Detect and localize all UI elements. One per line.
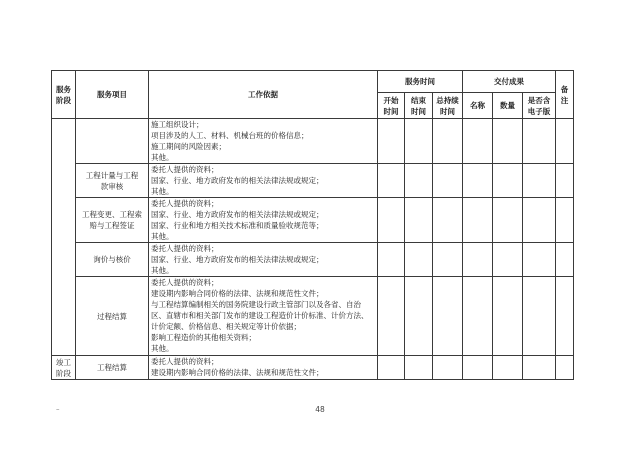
item-text: 工程变更、工程索赔与工程签证 (82, 210, 142, 230)
basis-cell (149, 243, 378, 277)
page-number: 48 (315, 405, 325, 414)
empty-cell (556, 243, 574, 277)
basis-line: 其他。 (151, 187, 174, 196)
empty-cell (523, 164, 556, 198)
basis-line: 其他。 (151, 266, 174, 275)
empty-cell (556, 356, 574, 380)
empty-cell (556, 198, 574, 243)
basis-line: 计价定额、价格信息、相关规定等计价依据； (151, 322, 301, 331)
empty-cell (378, 356, 405, 380)
basis-line: 委托人提供的资料； (151, 165, 219, 174)
empty-cell (405, 198, 433, 243)
basis-line: 施工期间的风险因素； (151, 142, 226, 151)
table-row (52, 356, 574, 380)
empty-cell (378, 164, 405, 198)
empty-cell (523, 277, 556, 356)
header-end-time-text: 结束时间 (411, 95, 426, 116)
item-cell: 过程结算 (76, 277, 149, 356)
basis-cell (149, 198, 378, 243)
empty-cell (463, 164, 493, 198)
basis-line: 国家、行业、地方政府发布的相关法律法规或规定； (151, 176, 324, 185)
empty-cell (463, 277, 493, 356)
empty-cell (378, 243, 405, 277)
item-cell (76, 198, 149, 243)
empty-cell (523, 198, 556, 243)
empty-cell (433, 119, 463, 164)
table-row (52, 243, 574, 277)
empty-cell (463, 243, 493, 277)
table-row (52, 164, 574, 198)
empty-cell (378, 277, 405, 356)
empty-cell (493, 119, 523, 164)
item-cell: 工程结算 (76, 356, 149, 380)
empty-cell (523, 119, 556, 164)
empty-cell (405, 164, 433, 198)
footer-dash: – (56, 405, 60, 413)
basis-line: 施工组织设计； (151, 120, 204, 129)
empty-cell (433, 277, 463, 356)
basis-cell (149, 356, 378, 380)
basis-line: 区、直辖市和相关部门发布的建设工程造价计价标准、计价方法、 (151, 311, 369, 320)
header-duration-text: 总持续时间 (436, 95, 459, 116)
empty-cell (463, 356, 493, 380)
basis-line: 建设期内影响合同价格的法律、法规和规范性文件； (151, 368, 324, 377)
basis-line: 委托人提供的资料； (151, 199, 219, 208)
basis-cell (149, 164, 378, 198)
header-service-time: 服务时间 (378, 71, 463, 93)
header-item: 服务项目 (76, 71, 149, 119)
empty-cell (523, 356, 556, 380)
basis-line: 委托人提供的资料； (151, 244, 219, 253)
empty-cell (523, 243, 556, 277)
header-stage-text: 服务阶段 (56, 84, 71, 105)
table-row (52, 119, 574, 164)
basis-line: 国家、行业、地方政府发布的相关法律法规或规定； (151, 210, 324, 219)
basis-cell (149, 277, 378, 356)
empty-cell (405, 277, 433, 356)
empty-cell (433, 243, 463, 277)
header-electronic (523, 93, 556, 119)
basis-line: 影响工程造价的其他相关资料； (151, 333, 256, 342)
empty-cell (493, 277, 523, 356)
empty-cell (405, 356, 433, 380)
header-remark-text: 备注 (560, 84, 569, 105)
basis-line: 国家、行业、地方政府发布的相关法律法规或规定； (151, 255, 324, 264)
stage-text: 竣工阶段 (56, 357, 71, 378)
header-deliverables: 交付成果 (463, 71, 556, 93)
basis-line: 其他。 (151, 153, 174, 162)
basis-line: 项目涉及的人工、材料、机械台班的价格信息； (151, 131, 309, 140)
empty-cell (378, 198, 405, 243)
table-row (52, 198, 574, 243)
item-text: 工程计量与工程款审核 (85, 170, 139, 191)
empty-cell (433, 356, 463, 380)
header-basis: 工作依据 (149, 71, 378, 119)
basis-line: 其他。 (151, 344, 174, 353)
item-cell (76, 164, 149, 198)
header-row-1 (52, 71, 574, 93)
empty-cell (493, 164, 523, 198)
header-name: 名称 (463, 93, 493, 119)
service-table (51, 70, 574, 380)
empty-cell (378, 119, 405, 164)
basis-line: 委托人提供的资料； (151, 278, 219, 287)
stage-cell-empty (52, 119, 76, 356)
empty-cell (493, 243, 523, 277)
empty-cell (433, 164, 463, 198)
empty-cell (463, 198, 493, 243)
basis-cell (149, 119, 378, 164)
header-remark (556, 71, 574, 119)
empty-cell (493, 356, 523, 380)
empty-cell (556, 277, 574, 356)
empty-cell (433, 198, 463, 243)
basis-line: 国家、行业和地方相关技术标准和质量验收规范等； (151, 221, 324, 230)
header-quantity: 数量 (493, 93, 523, 119)
empty-cell (405, 243, 433, 277)
item-cell: 询价与核价 (76, 243, 149, 277)
empty-cell (493, 198, 523, 243)
empty-cell (405, 119, 433, 164)
header-stage (52, 71, 76, 119)
header-end-time (405, 93, 433, 119)
header-start-time-text: 开始时间 (383, 95, 399, 116)
basis-line: 与工程结算编制相关的国务院建设行政主管部门以及各省、自治 (151, 300, 361, 309)
item-cell (76, 119, 149, 164)
empty-cell (556, 164, 574, 198)
table-row (52, 277, 574, 356)
header-electronic-text: 是否含电子版 (527, 95, 551, 116)
basis-line: 委托人提供的资料； (151, 357, 219, 366)
empty-cell (463, 119, 493, 164)
header-start-time (378, 93, 405, 119)
basis-line: 其他。 (151, 232, 174, 241)
basis-line: 建设期内影响合同价格的法律、法规和规范性文件； (151, 289, 324, 298)
header-duration (433, 93, 463, 119)
empty-cell (556, 119, 574, 164)
stage-cell (52, 356, 76, 380)
